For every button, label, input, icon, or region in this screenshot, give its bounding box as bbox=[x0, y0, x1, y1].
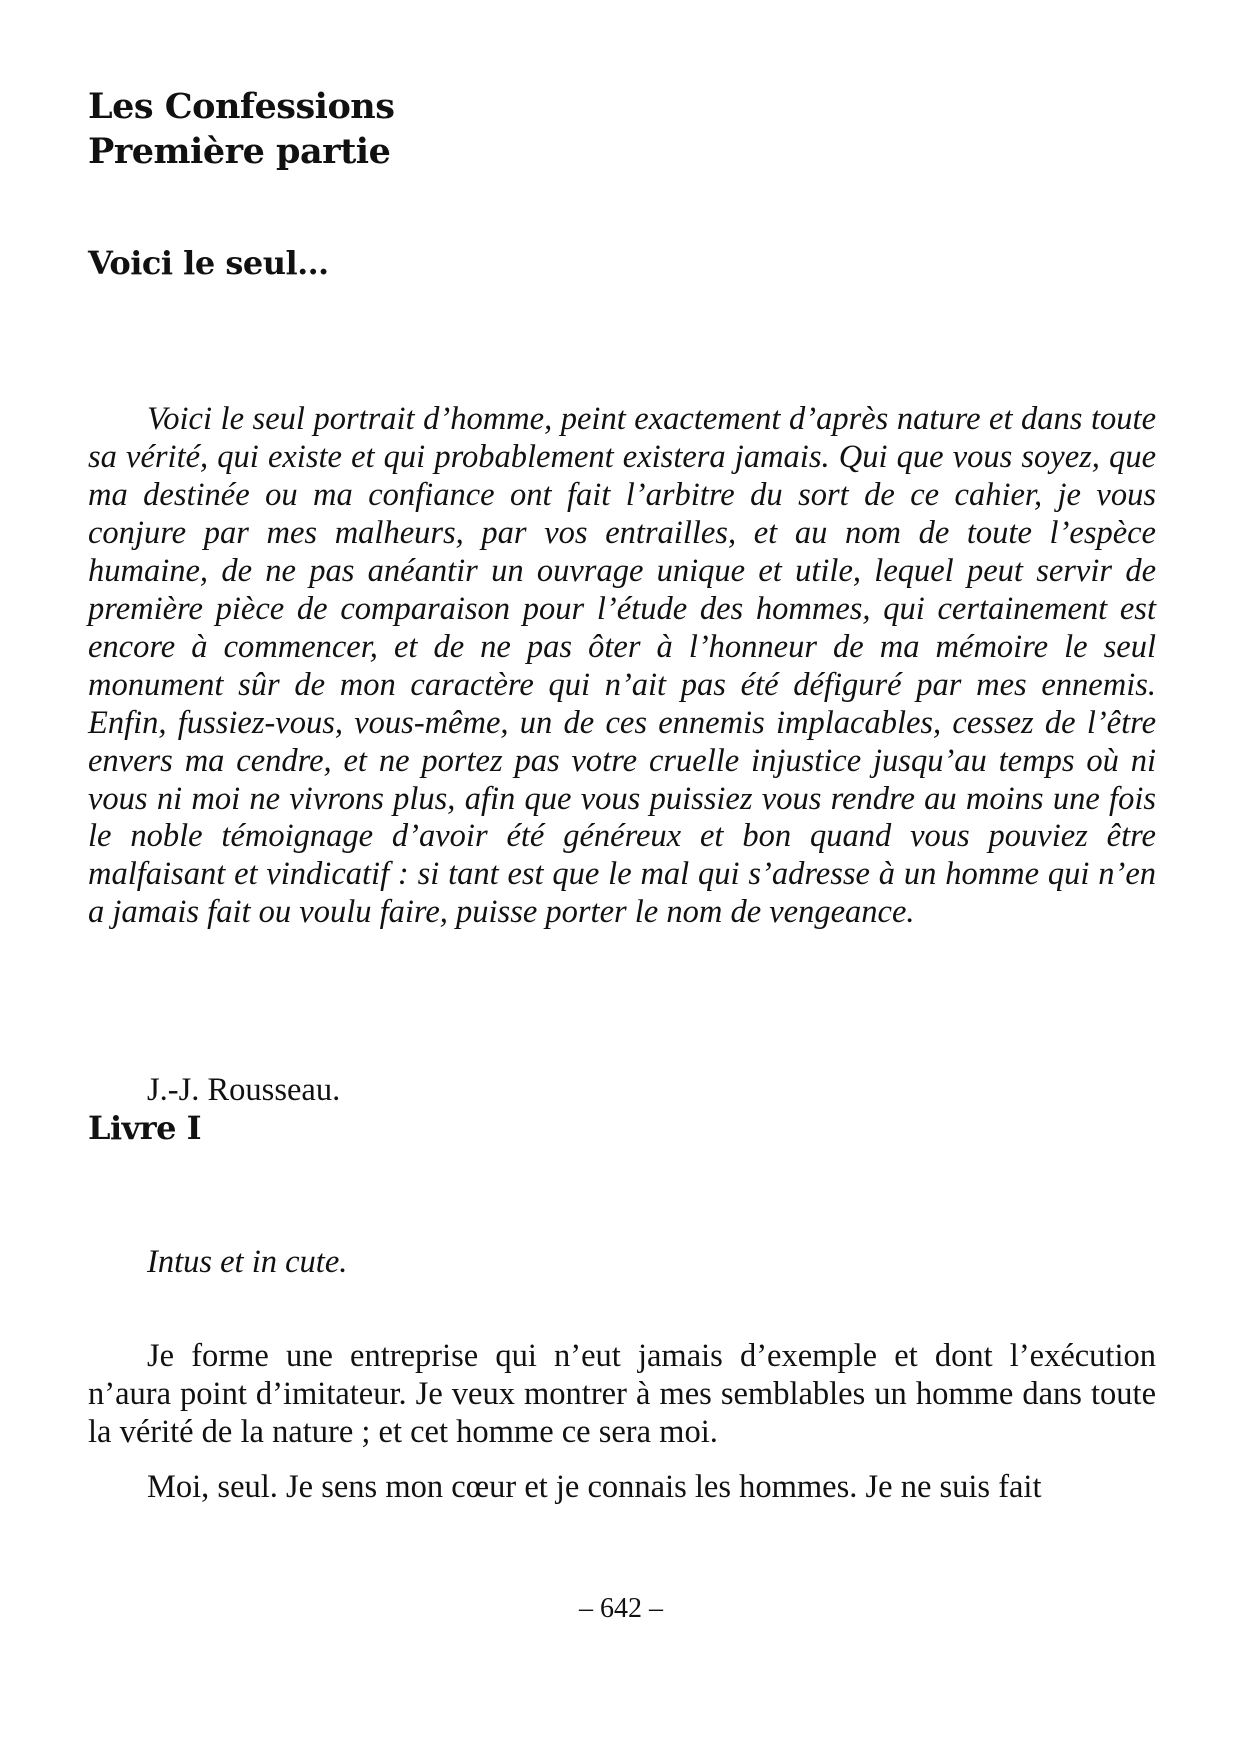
epigraph: Intus et in cute. bbox=[147, 1244, 348, 1280]
document-title bbox=[88, 84, 394, 174]
title-line-part: Première partie bbox=[88, 131, 391, 172]
body-paragraph-1: Je forme une entreprise qui n’eut jamais d’exemple et dont l’exécution n’aura point d’imitateur. Je veux montrer à mes semblables un homme dans toute la vérité de la nature ; et cet homme ce sera moi. bbox=[88, 1338, 1156, 1450]
preface-heading: Voici le seul… bbox=[88, 244, 329, 282]
page-number: – 642 – bbox=[579, 1593, 663, 1624]
body-paragraph-2: Moi, seul. Je sens mon cœur et je connais les hommes. Je ne suis fait bbox=[147, 1469, 1042, 1505]
author-signature: J.-J. Rousseau. bbox=[147, 1072, 341, 1108]
book-heading: Livre I bbox=[88, 1109, 202, 1147]
title-line-work: Les Confessions bbox=[88, 86, 395, 127]
preface-paragraph: Voici le seul portrait d’homme, peint exactement d’après nature et dans toute sa vérité, qui existe et qui probablement existera jamais. Qui que vous soyez, que ma destinée ou ma confiance ont fait l’arbitre du sort de ce cahier, je vous conjure par mes malheurs, par vos entrailles, et au nom de toute l’espèce humaine, de ne pas anéantir un ouvrage unique et utile, lequel peut servir de première pièce de comparaison pour l’étude des hommes, qui certainement est encore à commencer, et de ne pas ôter à l’honneur de ma mémoire le seul monument sûr de mon caractère qui n’ait pas été défiguré par mes ennemis. Enfin, fussiez-vous, vous-même, un de ces ennemis implacables, cessez de l’être envers ma cendre, et ne portez pas votre cruelle injustice jusqu’au temps où ni vous ni moi ne vivrons plus, afin que vous puissiez vous rendre au moins une fois le noble témoignage d’avoir été généreux et bon quand vous pouviez être malfaisant et vindicatif : si tant est que le mal qui s’adresse à un homme qui n’en a jamais fait ou voulu faire, puisse porter le nom de vengeance. bbox=[88, 401, 1156, 931]
